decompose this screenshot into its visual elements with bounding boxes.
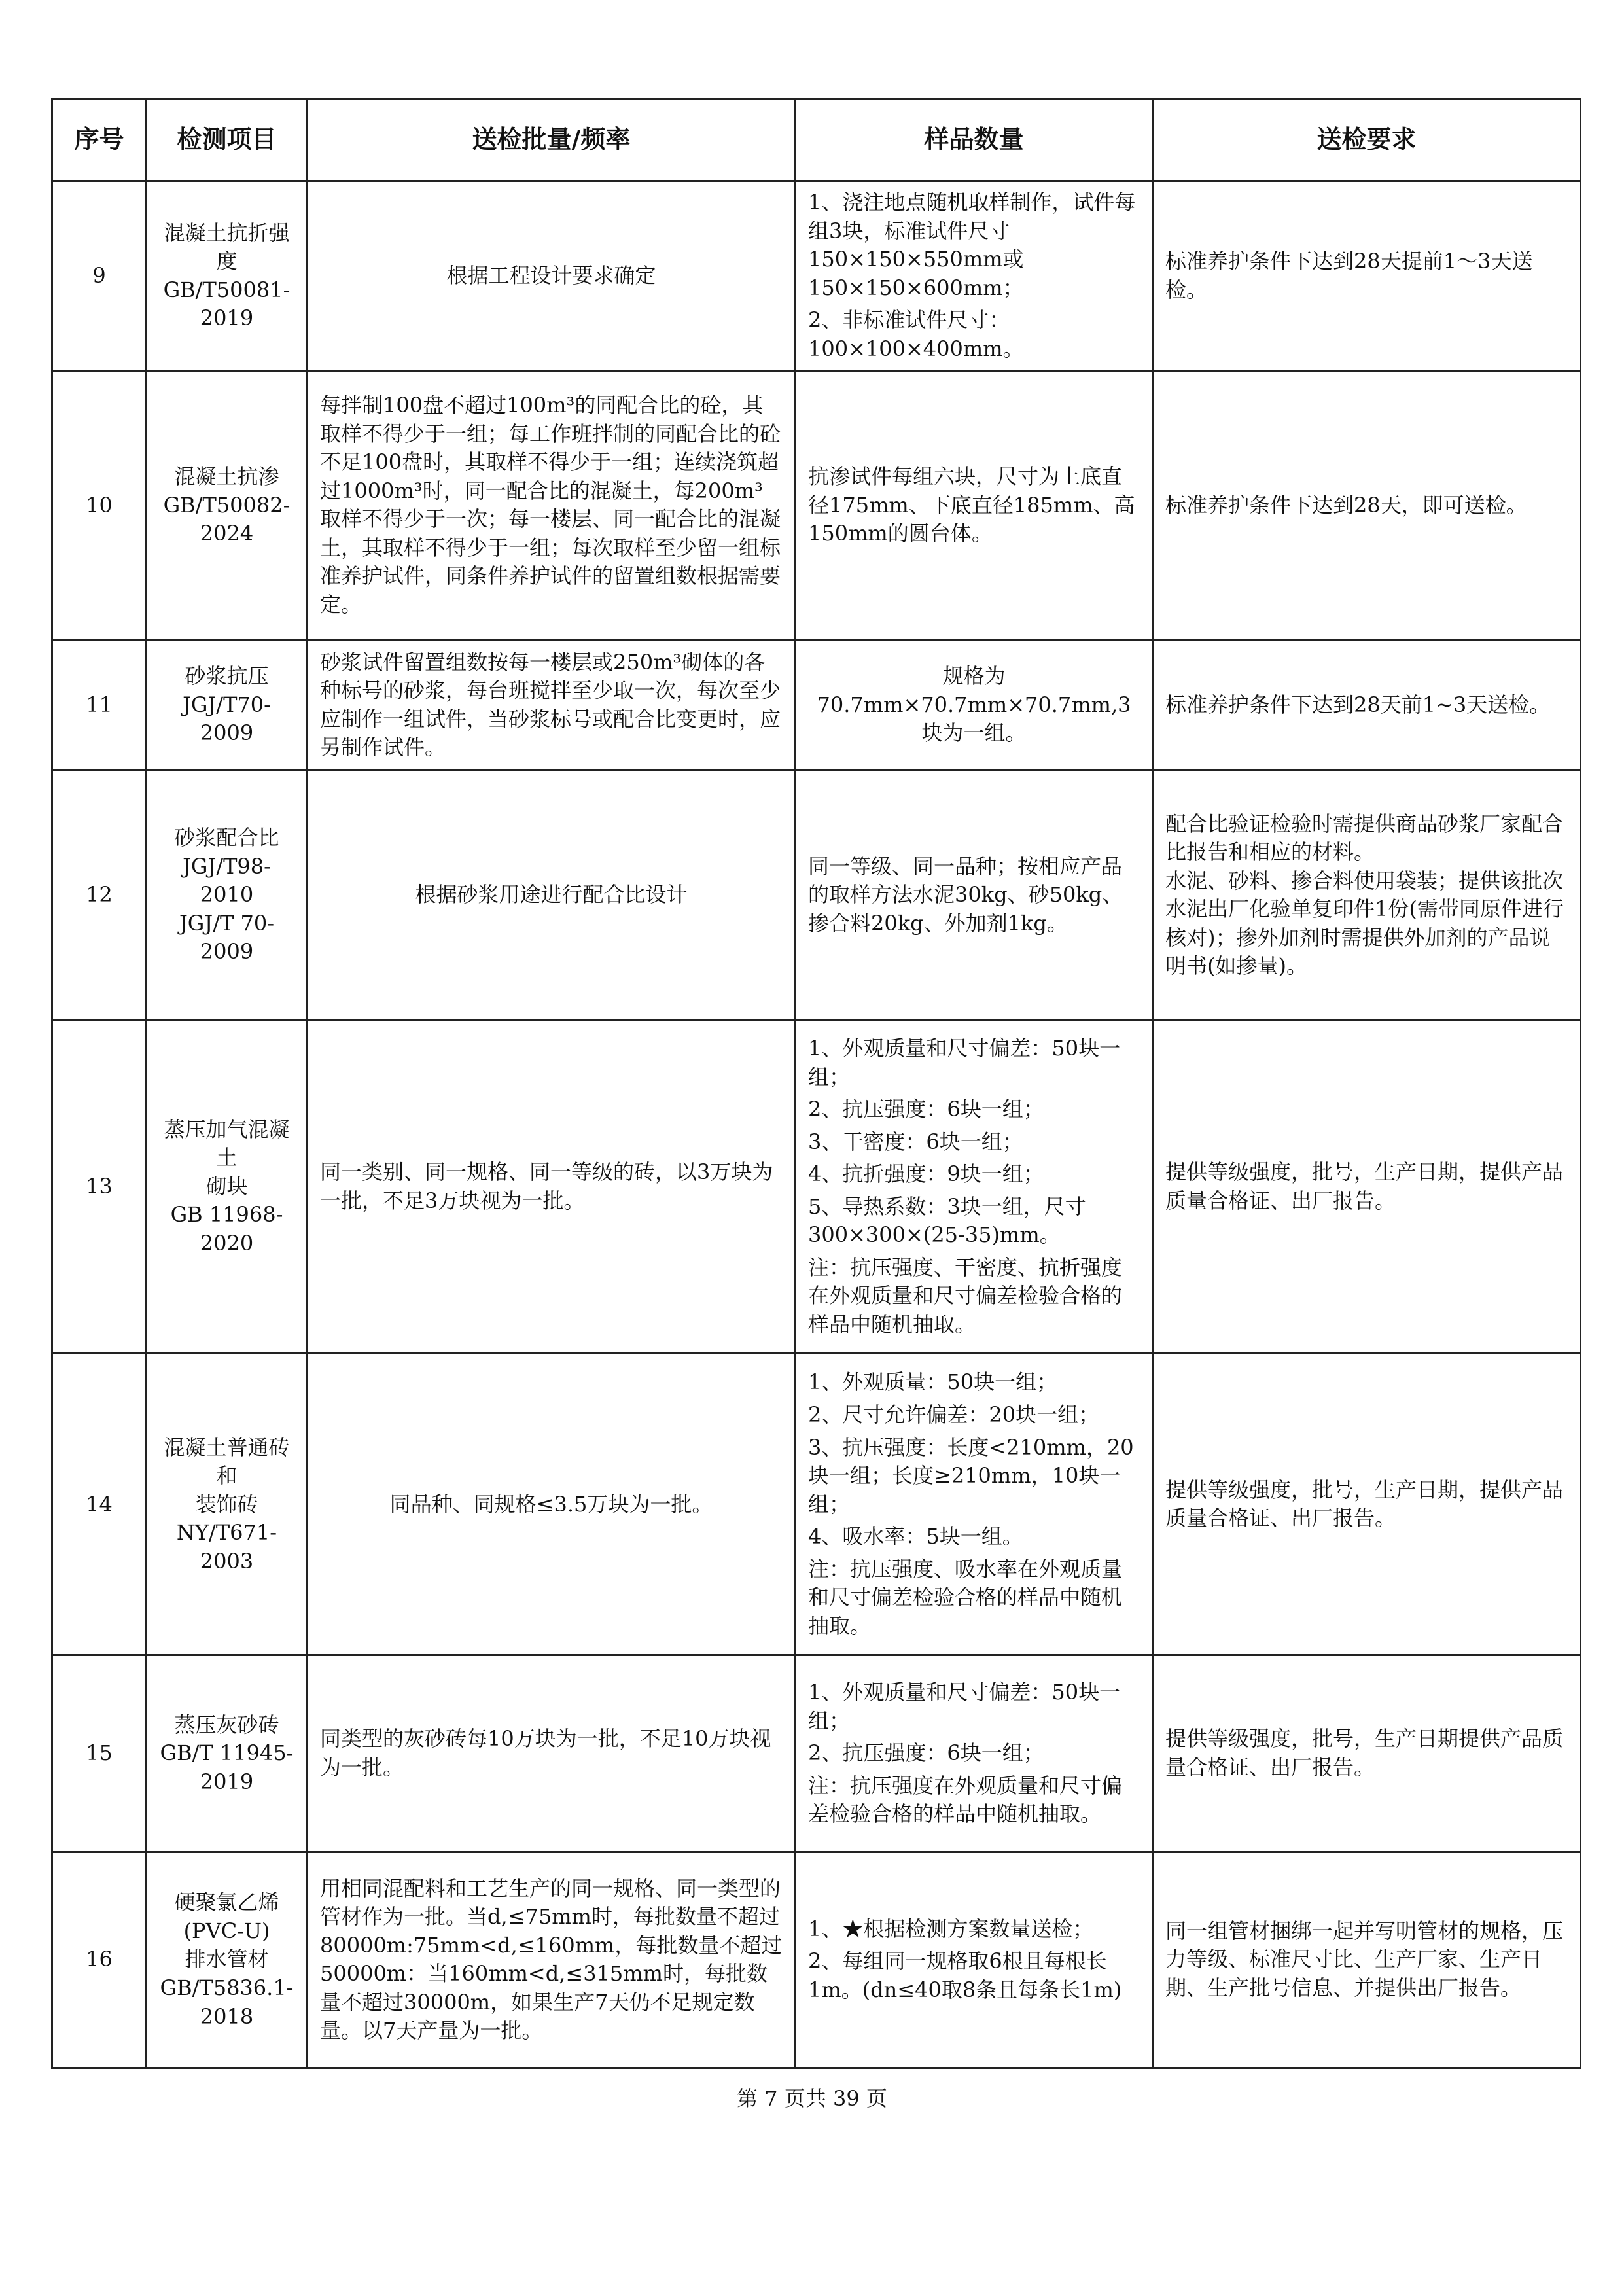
sample-line: 3、抗压强度：长度<210mm，20块一组；长度≥210mm，10块一组； xyxy=(808,1434,1134,1517)
item-line: GB/T50081-2019 xyxy=(163,277,291,331)
batch-text: 每拌制100盘不超过100m³的同配合比的砼，其取样不得少于一组；每工作班拌制的同配合比的砼不足100盘时，其取样不得少于一组；连续浇筑超过1000m³时，同一配合比的混凝土，每200m³取样不得少于一次；每一楼层、同一配合比的混凝土，其取样不得少于一组；每次取样至少留一组标准养护试件，同条件养护试件的留置组数根据需要定。 xyxy=(320,393,781,617)
sample-line: 2、每组同一规格取6根且每根长1m。(dn≤40取8条且每条长1m) xyxy=(808,1949,1122,2002)
cell-item xyxy=(147,1655,308,1852)
item-line: GB/T 11945-2019 xyxy=(160,1740,294,1794)
cell-batch xyxy=(308,1354,796,1655)
cell-item xyxy=(147,640,308,771)
sample-line: 3、干密度：6块一组； xyxy=(808,1129,1023,1154)
batch-text: 根据工程设计要求确定 xyxy=(446,262,656,288)
cell-batch xyxy=(308,771,796,1020)
header-requirement: 送检要求 xyxy=(1153,99,1581,181)
batch-text: 同一类别、同一规格、同一等级的砖，以3万块为一批，不足3万块视为一批。 xyxy=(320,1159,773,1213)
cell-no: 12 xyxy=(52,771,147,1020)
table-row xyxy=(52,181,1581,371)
sample-line: 1、外观质量和尺寸偏差：50块一组； xyxy=(808,1036,1121,1089)
requirement-line: 配合比验证检验时需提供商品砂浆厂家配合比报告和相应的材料。 xyxy=(1165,811,1564,865)
item-line: JGJ/T98-2010 xyxy=(183,853,271,908)
requirement-line: 提供等级强度，批号，生产日期提供产品质量合格证、出厂报告。 xyxy=(1165,1726,1564,1780)
item-line: NY/T671-2003 xyxy=(176,1520,277,1574)
cell-item xyxy=(147,371,308,640)
cell-item xyxy=(147,181,308,371)
requirement-line: 标准养护条件下达到28天，即可送检。 xyxy=(1165,492,1527,518)
cell-batch xyxy=(308,1019,796,1354)
sample-line: 2、抗压强度：6块一组； xyxy=(808,1740,1044,1766)
cell-sample xyxy=(796,771,1153,1020)
cell-requirement xyxy=(1153,640,1581,771)
table-row xyxy=(52,1852,1581,2068)
page-footer: 第 7 页共 39 页 xyxy=(737,2086,887,2111)
sample-line: 4、抗折强度：9块一组； xyxy=(808,1161,1044,1187)
cell-requirement xyxy=(1153,1655,1581,1852)
cell-requirement xyxy=(1153,1019,1581,1354)
header-no: 序号 xyxy=(52,99,147,181)
header-batch: 送检批量/频率 xyxy=(308,99,796,181)
cell-no: 13 xyxy=(52,1019,147,1354)
table-row xyxy=(52,1354,1581,1655)
item-line: GB 11968-2020 xyxy=(170,1202,283,1256)
item-line: 砌块 xyxy=(205,1173,248,1199)
sample-line: 抗渗试件每组六块，尺寸为上底直径175mm、下底直径185mm、高150mm的圆台体。 xyxy=(808,463,1135,546)
table-row xyxy=(52,1655,1581,1852)
cell-sample xyxy=(796,181,1153,371)
batch-text: 用相同混配料和工艺生产的同一规格、同一类型的管材作为一批。当d,≤75mm时，每批数量不超过80000m:75mm<d,≤160mm，每批数量不超过50000m：当160mm<d,≤315mm时，每批数量不超过30000m，如果生产7天仍不足规定数量。以7天产量为一批。 xyxy=(320,1875,783,2043)
item-line: GB/T5836.1-2018 xyxy=(160,1975,294,2029)
cell-requirement xyxy=(1153,181,1581,371)
requirement-line: 水泥、砂料、掺合料使用袋装；提供该批次水泥出厂化验单复印件1份(需带同原件进行核对)；掺外加剂时需提供外加剂的产品说明书(如掺量)。 xyxy=(1165,868,1564,979)
sample-line: 2、抗压强度：6块一组； xyxy=(808,1097,1044,1122)
table-row xyxy=(52,771,1581,1020)
requirement-line: 标准养护条件下达到28天提前1～3天送检。 xyxy=(1165,249,1533,302)
cell-sample xyxy=(796,1655,1153,1852)
sample-line: 1、外观质量和尺寸偏差：50块一组； xyxy=(808,1680,1121,1733)
sample-line: 注：抗压强度、干密度、抗折强度在外观质量和尺寸偏差检验合格的样品中随机抽取。 xyxy=(808,1254,1123,1337)
cell-no: 11 xyxy=(52,640,147,771)
cell-sample xyxy=(796,1354,1153,1655)
requirement-line: 提供等级强度，批号，生产日期，提供产品质量合格证、出厂报告。 xyxy=(1165,1477,1564,1531)
cell-no: 15 xyxy=(52,1655,147,1852)
cell-requirement xyxy=(1153,1354,1581,1655)
inspection-table xyxy=(51,98,1581,2069)
cell-requirement xyxy=(1153,771,1581,1020)
batch-text: 砂浆试件留置组数按每一楼层或250m³砌体的各种标号的砂浆，每台班搅拌至少取一次，每次至少应制作一组试件，当砂浆标号或配合比变更时，应另制作试件。 xyxy=(320,649,781,760)
requirement-line: 同一组管材捆绑一起并写明管材的规格，压力等级、标准尺寸比、生产厂家、生产日期、生产批号信息、并提供出厂报告。 xyxy=(1165,1918,1564,2000)
item-line: JGJ/T 70-2009 xyxy=(179,910,275,964)
sample-line: 规格为70.7mm×70.7mm×70.7mm,3块为一组。 xyxy=(817,663,1131,746)
cell-sample xyxy=(796,1852,1153,2068)
cell-batch xyxy=(308,640,796,771)
item-line: 混凝土抗渗 xyxy=(174,463,279,489)
cell-item xyxy=(147,1354,308,1655)
cell-requirement xyxy=(1153,371,1581,640)
requirement-line: 提供等级强度，批号，生产日期，提供产品质量合格证、出厂报告。 xyxy=(1165,1159,1564,1213)
item-line: JGJ/T70-2009 xyxy=(183,692,271,746)
item-line: 装饰砖 xyxy=(195,1491,258,1517)
cell-batch xyxy=(308,181,796,371)
cell-item xyxy=(147,1019,308,1354)
table-row xyxy=(52,1019,1581,1354)
requirement-line: 标准养护条件下达到28天前1~3天送检。 xyxy=(1165,692,1551,717)
sample-line: 4、吸水率：5块一组。 xyxy=(808,1524,1023,1549)
cell-batch xyxy=(308,371,796,640)
cell-sample xyxy=(796,371,1153,640)
table-row xyxy=(52,371,1581,640)
sample-line: 1、外观质量：50块一组； xyxy=(808,1369,1058,1395)
item-line: 混凝土普通砖和 xyxy=(164,1434,290,1489)
header-sample: 样品数量 xyxy=(796,99,1153,181)
item-line: 蒸压灰砂砖 xyxy=(174,1712,279,1737)
cell-no: 16 xyxy=(52,1852,147,2068)
item-line: 砂浆抗压 xyxy=(185,663,269,689)
item-line: 砂浆配合比 xyxy=(174,825,279,851)
cell-requirement xyxy=(1153,1852,1581,2068)
cell-item xyxy=(147,771,308,1020)
batch-text: 同品种、同规格≤3.5万块为一批。 xyxy=(389,1491,713,1517)
item-line: GB/T50082-2024 xyxy=(163,492,291,546)
sample-line: 5、导热系数：3块一组，尺寸300×300×(25-35)mm。 xyxy=(808,1193,1086,1248)
cell-no: 9 xyxy=(52,181,147,371)
item-line: 蒸压加气混凝土 xyxy=(164,1116,290,1171)
sample-line: 2、尺寸允许偏差：20块一组； xyxy=(808,1402,1100,1427)
table-header-row xyxy=(52,99,1581,181)
sample-line: 注：抗压强度、吸水率在外观质量和尺寸偏差检验合格的样品中随机抽取。 xyxy=(808,1556,1123,1638)
cell-batch xyxy=(308,1655,796,1852)
batch-text: 根据砂浆用途进行配合比设计 xyxy=(415,882,688,908)
cell-sample xyxy=(796,1019,1153,1354)
cell-batch xyxy=(308,1852,796,2068)
sample-line: 同一等级、同一品种；按相应产品的取样方法水泥30kg、砂50kg、掺合料20kg、外加剂1kg。 xyxy=(808,853,1123,936)
item-line: 排水管材 xyxy=(185,1947,269,1972)
cell-item xyxy=(147,1852,308,2068)
batch-text: 同类型的灰砂砖每10万块为一批，不足10万块视为一批。 xyxy=(320,1726,771,1780)
cell-sample xyxy=(796,640,1153,771)
item-line: (PVC-U) xyxy=(183,1918,270,1943)
sample-line: 1、★根据检测方案数量送检； xyxy=(808,1916,1094,1941)
cell-no: 14 xyxy=(52,1354,147,1655)
table-row xyxy=(52,640,1581,771)
sample-line: 1、浇注地点随机取样制作，试件每组3块，标准试件尺寸150×150×550mm或150×150×600mm； xyxy=(808,190,1136,300)
item-line: 硬聚氯乙烯 xyxy=(174,1890,279,1915)
sample-line: 2、非标准试件尺寸：100×100×400mm。 xyxy=(808,308,1024,361)
header-item: 检测项目 xyxy=(147,99,308,181)
sample-line: 注：抗压强度在外观质量和尺寸偏差检验合格的样品中随机抽取。 xyxy=(808,1773,1123,1827)
cell-no: 10 xyxy=(52,371,147,640)
item-line: 混凝土抗折强度 xyxy=(164,220,290,274)
